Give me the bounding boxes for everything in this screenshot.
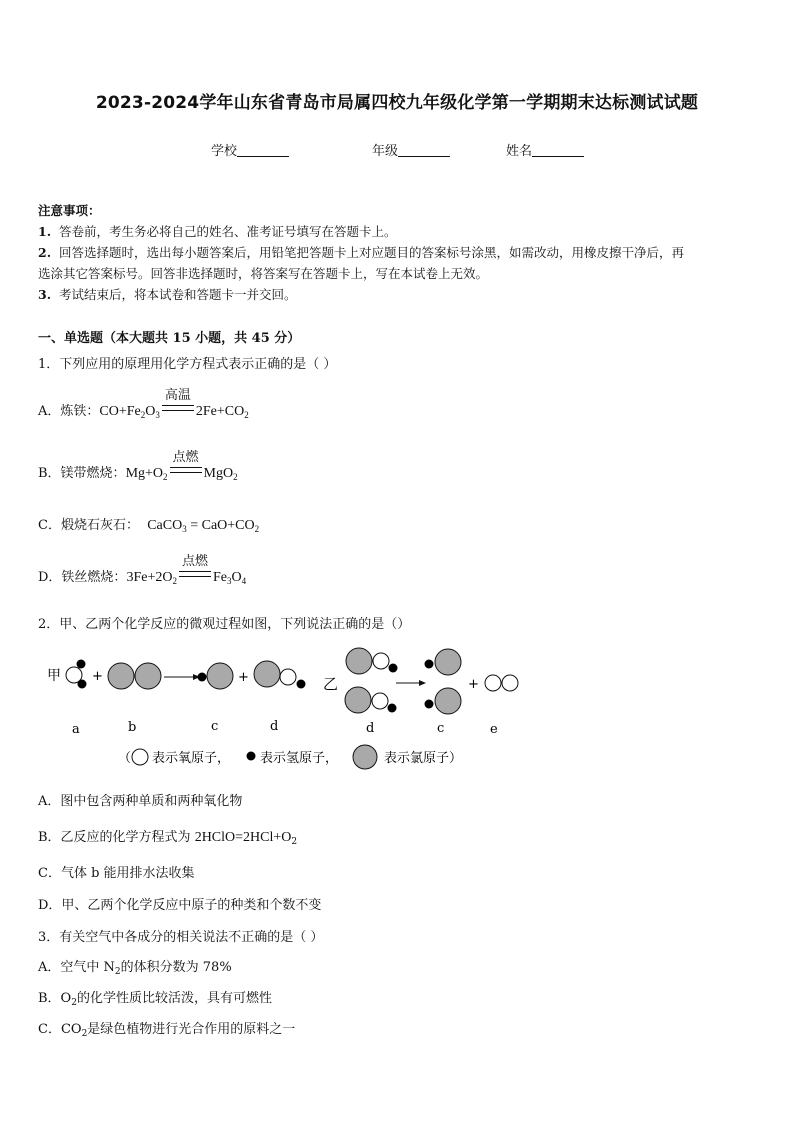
q2-option-a: A．图中包含两种单质和两种氧化物 <box>38 794 243 809</box>
q1-option-d: D．铁丝燃烧：$3Fe+2O_2$ 点燃 $Fe_3O_4$ <box>38 554 247 586</box>
reaction-condition: 点燃 <box>177 570 213 586</box>
q1-option-b: B．镁带燃烧：$Mg+O_2$ 点燃 MgO$_2$ <box>38 450 238 482</box>
name-blank <box>532 144 584 157</box>
grade-field <box>372 140 450 159</box>
molecule-c <box>425 649 462 675</box>
label-d: d <box>270 719 279 734</box>
q3-stem: 3．有关空气中各成分的相关说法不正确的是（ ） <box>38 930 324 945</box>
q1-option-c: C．煅烧石灰石： CaCO$_3$ = $CaO+CO_2$ <box>38 518 260 534</box>
legend-hydrogen: 表示氢原子， <box>260 751 339 766</box>
name-label: 姓名 <box>506 144 533 159</box>
reaction-arrowhead <box>419 680 426 686</box>
legend-oxygen: 表示氧原子， <box>152 751 231 766</box>
molecule-b <box>108 663 161 689</box>
hydrogen-atom-icon <box>247 752 256 761</box>
molecule-c <box>198 663 234 689</box>
q2-stem: 2．甲、乙两个化学反应的微观过程如图，下列说法正确的是（） <box>38 617 411 632</box>
reaction-diagram <box>0 640 794 780</box>
label-e: e <box>490 722 498 737</box>
note-2a: 2. 回答选择题时，选出每小题答案后，用铅笔把答题卡上对应题目的答案标号涂黑，如需改动，用橡皮擦干净后，再 <box>38 245 685 260</box>
note-2b: 选涂其它答案标号。回答非选择题时，将答案写在答题卡上，写在本试卷上无效。 <box>38 266 489 281</box>
legend-chlorine: 表示氯原子） <box>384 751 463 766</box>
molecule-e <box>485 675 518 691</box>
plus-sign: + <box>238 670 249 685</box>
molecule-d <box>346 648 398 674</box>
label-c: c <box>211 719 219 734</box>
grade-label: 年级 <box>372 144 399 159</box>
molecule-c <box>425 688 462 714</box>
yi-label: 乙 <box>323 675 339 693</box>
label-d: d <box>366 721 375 736</box>
grade-blank <box>398 144 450 157</box>
notes-heading: 注意事项： <box>38 203 101 218</box>
chlorine-atom-icon <box>353 745 377 769</box>
q2-option-d: D．甲、乙两个化学反应中原子的种类和个数不变 <box>38 898 322 913</box>
q2-option-c: C．气体 b 能用排水法收集 <box>38 866 195 881</box>
school-blank <box>237 144 289 157</box>
q1-option-a: A．炼铁：$CO+Fe_2O_3$ 高温 $2Fe+CO_2$ <box>38 388 249 420</box>
note-1: 1. 答卷前，考生务必将自己的姓名、准考证号填写在答题卡上。 <box>38 224 397 239</box>
label-c: c <box>437 721 445 736</box>
reaction-condition: 点燃 <box>168 466 204 482</box>
school-field <box>211 140 289 159</box>
label-a: a <box>72 722 80 737</box>
q1-stem: 1．下列应用的原理用化学方程式表示正确的是（ ） <box>38 357 337 372</box>
q2-option-b: B．乙反应的化学方程式为 $2HClO=2HCl+O_2$ <box>38 830 298 847</box>
plus-sign: + <box>92 669 103 684</box>
name-field <box>506 140 584 159</box>
note-3: 3. 考试结束后，将本试卷和答题卡一并交回。 <box>38 287 297 302</box>
oxygen-atom-icon <box>132 749 148 765</box>
molecule-d <box>254 661 306 689</box>
reaction-condition: 高温 <box>160 404 196 420</box>
jia-label: 甲 <box>47 668 61 684</box>
page-title: 2023-2024学年山东省青岛市局属四校九年级化学第一学期期末达标测试试题 <box>95 93 699 113</box>
molecule-a <box>66 660 87 689</box>
q3-option-c: C．$CO_2$是绿色植物进行光合作用的原料之一 <box>38 1022 296 1039</box>
q3-option-b: B．$O_2$的化学性质比较活泼，具有可燃性 <box>38 991 272 1008</box>
school-label: 学校 <box>211 144 238 159</box>
plus-sign: + <box>468 677 479 692</box>
notes-block <box>38 200 760 305</box>
label-b: b <box>128 720 137 735</box>
q3-option-a: A．空气中 $N_2$的体积分数为 78% <box>38 960 232 977</box>
section-heading: 一、单选题（本大题共 15 小题，共 45 分） <box>38 331 301 346</box>
legend-paren: （ <box>118 751 132 766</box>
molecule-d <box>345 687 397 713</box>
